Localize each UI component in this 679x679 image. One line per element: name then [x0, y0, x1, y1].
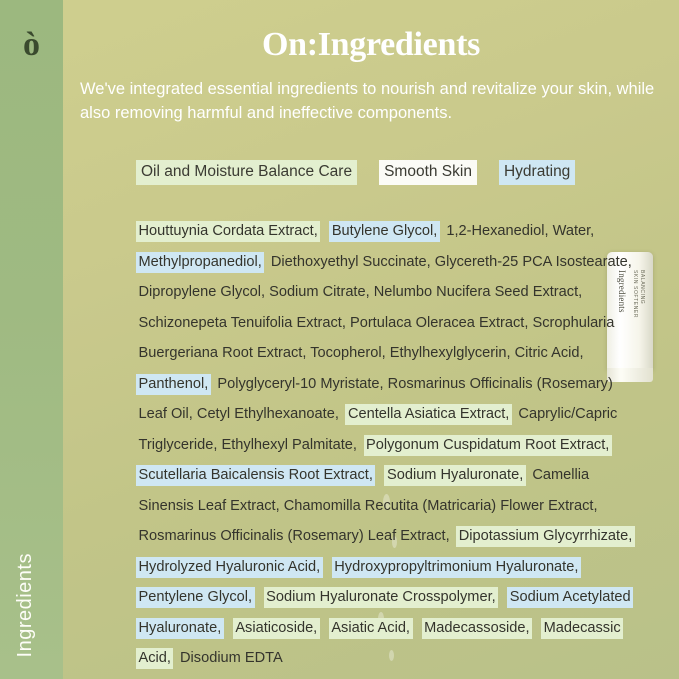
ingredient-highlighted: Sodium Acetylated Hyaluronate, — [136, 587, 633, 639]
ingredient-text: 1,2-Hexanediol, Water, — [442, 223, 595, 239]
benefit-tag: Oil and Moisture Balance Care — [136, 160, 357, 185]
ingredient-text: Disodium EDTA — [175, 650, 283, 666]
tube-product-subtitle: BALANCING SKIN SOFTENER — [632, 270, 645, 319]
ingredient-text — [320, 221, 329, 242]
tube-product-name: Ingredients — [617, 270, 627, 313]
ingredient-text — [581, 557, 586, 578]
ingredient-text: Polyglyceryl-10 Myristate, Rosmarinus Officinalis (Rosemary) Leaf Oil, Cetyl Ethylhexanoate, — [138, 375, 613, 422]
ingredient-highlighted: Centella Asiatica Extract, — [345, 404, 511, 425]
ingredient-highlighted: Asiatic Acid, — [329, 618, 413, 639]
ingredient-highlighted: Polygonum Cuspidatum Root Extract, — [364, 435, 612, 456]
benefit-tag-row — [136, 160, 575, 185]
ingredient-highlighted: Sodium Hyaluronate Crosspolymer, — [264, 587, 499, 608]
page-subtitle: We've integrated essential ingredients to nourish and revitalize your skin, while also removing harmful and ineffective components. — [80, 80, 655, 122]
ingredient-text — [498, 587, 507, 608]
ingredient-text: Camellia Sinensis Leaf Extract, Chamomilla Recutita (Matricaria) Flower Extract, Rosmarinus Officinalis (Rosemary) Leaf Extract, — [138, 467, 598, 544]
ingredient-highlighted: Houttuynia Cordata Extract, — [136, 221, 320, 242]
ingredient-text — [532, 618, 541, 639]
ingredient-highlighted: Madecassoside, — [422, 618, 532, 639]
ingredient-highlighted: Scutellaria Baicalensis Root Extract, — [136, 465, 375, 486]
ingredient-highlighted: Dipotassium Glycyrrhizate, — [456, 526, 635, 547]
sidebar — [0, 0, 63, 679]
ingredient-text — [413, 618, 422, 639]
page-title: On:Ingredients — [261, 26, 481, 63]
ingredient-text — [224, 618, 233, 639]
ingredient-highlighted: Pentylene Glycol, — [136, 587, 255, 608]
ingredient-text — [635, 526, 640, 547]
ingredient-text: Diethoxyethyl Succinate, Glycereth-25 PCA Isostearate, Dipropylene Glycol, Sodium Citrate, Nelumbo Nucifera Seed Extract, Schizonepeta Tenuifolia Extract, Portulaca Oleracea Extract, Scrophularia Buergeriana Root Extract, Tocopherol, Ethylhexylglycerin, Citric Acid, — [138, 253, 632, 361]
sidebar-section-label: Ingredients — [14, 552, 36, 657]
ingredient-highlighted: Asiaticoside, — [233, 618, 320, 639]
ingredient-highlighted: Sodium Hyaluronate, — [384, 465, 525, 486]
ingredient-highlighted: Hydrolyzed Hyaluronic Acid, — [136, 557, 323, 578]
ingredients-list — [136, 216, 636, 674]
ingredient-highlighted: Methylpropanediol, — [136, 252, 264, 273]
ingredient-highlighted: Butylene Glycol, — [329, 221, 439, 242]
ingredient-highlighted: Madecassic Acid, — [136, 618, 623, 670]
benefit-tag: Smooth Skin — [379, 160, 477, 185]
ingredient-text — [612, 435, 617, 456]
ingredient-text — [320, 618, 329, 639]
brand-logo: ò — [23, 26, 40, 63]
ingredient-highlighted: Panthenol, — [136, 374, 211, 395]
ingredient-text — [255, 587, 264, 608]
ingredient-highlighted: Hydroxypropyltrimonium Hyaluronate, — [332, 557, 581, 578]
ingredient-text: Caprylic/Capric Triglyceride, Ethylhexyl Palmitate, — [138, 406, 618, 453]
benefit-tag: Hydrating — [499, 160, 575, 185]
ingredient-text — [323, 557, 332, 578]
